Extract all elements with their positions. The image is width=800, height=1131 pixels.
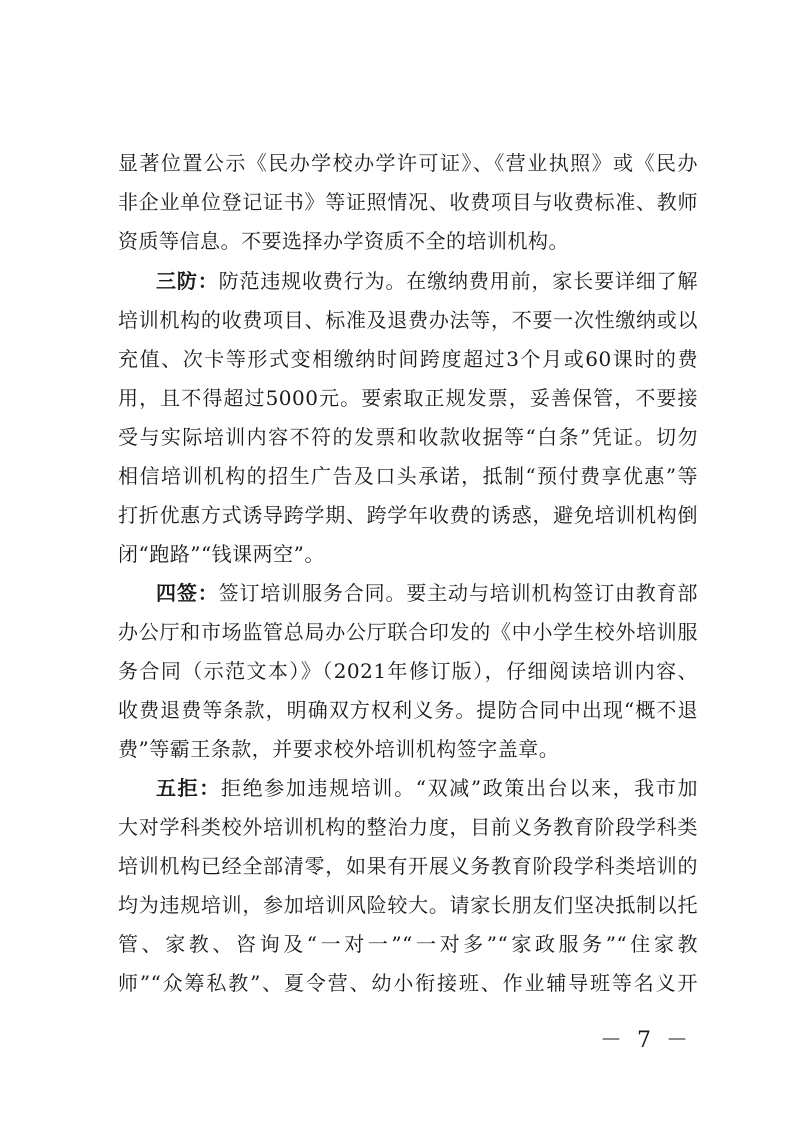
paragraph-line: 充值、次卡等形式变相缴纳时间跨度超过3个月或60课时的费 <box>118 347 698 371</box>
section-lead-siqian: 四签： <box>156 581 219 605</box>
paragraph-line: 闭“跑路”“钱课两空”。 <box>118 542 325 566</box>
paragraph-line: 用，且不得超过5000元。要索取正规发票，妥善保管，不要接 <box>118 386 698 410</box>
paragraph-line: 收费退费等条款，明确双方权利义务。提防合同中出现“概不退 <box>118 698 698 722</box>
paragraph-line: 务合同（示范文本）》（2021年修订版），仔细阅读培训内容、 <box>118 659 698 683</box>
page-number: － 7 － <box>600 1028 692 1053</box>
paragraph-line: 受与实际培训内容不符的发票和收款收据等“白条”凭证。切勿 <box>118 425 698 449</box>
paragraph-line: 培训机构已经全部清零，如果有开展义务教育阶段学科类培训的 <box>118 854 698 878</box>
paragraph-line: 费”等霸王条款，并要求校外培训机构签字盖章。 <box>118 737 560 761</box>
paragraph-line: 大对学科类校外培训机构的整治力度，目前义务教育阶段学科类 <box>118 815 698 839</box>
section-lead-wuju: 五拒： <box>156 776 221 800</box>
paragraph-line: 非企业单位登记证书》等证照情况、收费项目与收费标准、教师 <box>118 190 698 214</box>
paragraph-first-line: 五拒：拒绝参加违规培训。“双减”政策出台以来，我市加 <box>156 776 699 800</box>
paragraph-line: 办公厅和市场监管总局办公厅联合印发的《中小学生校外培训服 <box>118 620 698 644</box>
paragraph-line: 均为违规培训，参加培训风险较大。请家长朋友们坚决抵制以托 <box>118 893 698 917</box>
paragraph-line: 资质等信息。不要选择办学资质不全的培训机构。 <box>118 229 569 253</box>
paragraph-line: 培训机构的收费项目、标准及退费办法等，不要一次性缴纳或以 <box>118 308 698 332</box>
paragraph-line: 管、家教、咨询及“一对一”“一对多”“家政服务”“住家教 <box>118 932 698 956</box>
paragraph-first-line: 四签：签订培训服务合同。要主动与培训机构签订由教育部 <box>156 581 699 605</box>
paragraph-line: 师”“众筹私教”、夏令营、幼小衔接班、作业辅导班等名义开 <box>118 971 698 995</box>
section-lead-sanfang: 三防： <box>156 269 219 293</box>
paragraph-line: 显著位置公示《民办学校办学许可证》、《营业执照》或《民办 <box>118 151 698 175</box>
paragraph-line: 相信培训机构的招生广告及口头承诺，抵制“预付费享优惠”等 <box>118 464 698 488</box>
paragraph-first-line: 三防：防范违规收费行为。在缴纳费用前，家长要详细了解 <box>156 269 699 293</box>
paragraph-line: 打折优惠方式诱导跨学期、跨学年收费的诱惑，避免培训机构倒 <box>118 503 698 527</box>
